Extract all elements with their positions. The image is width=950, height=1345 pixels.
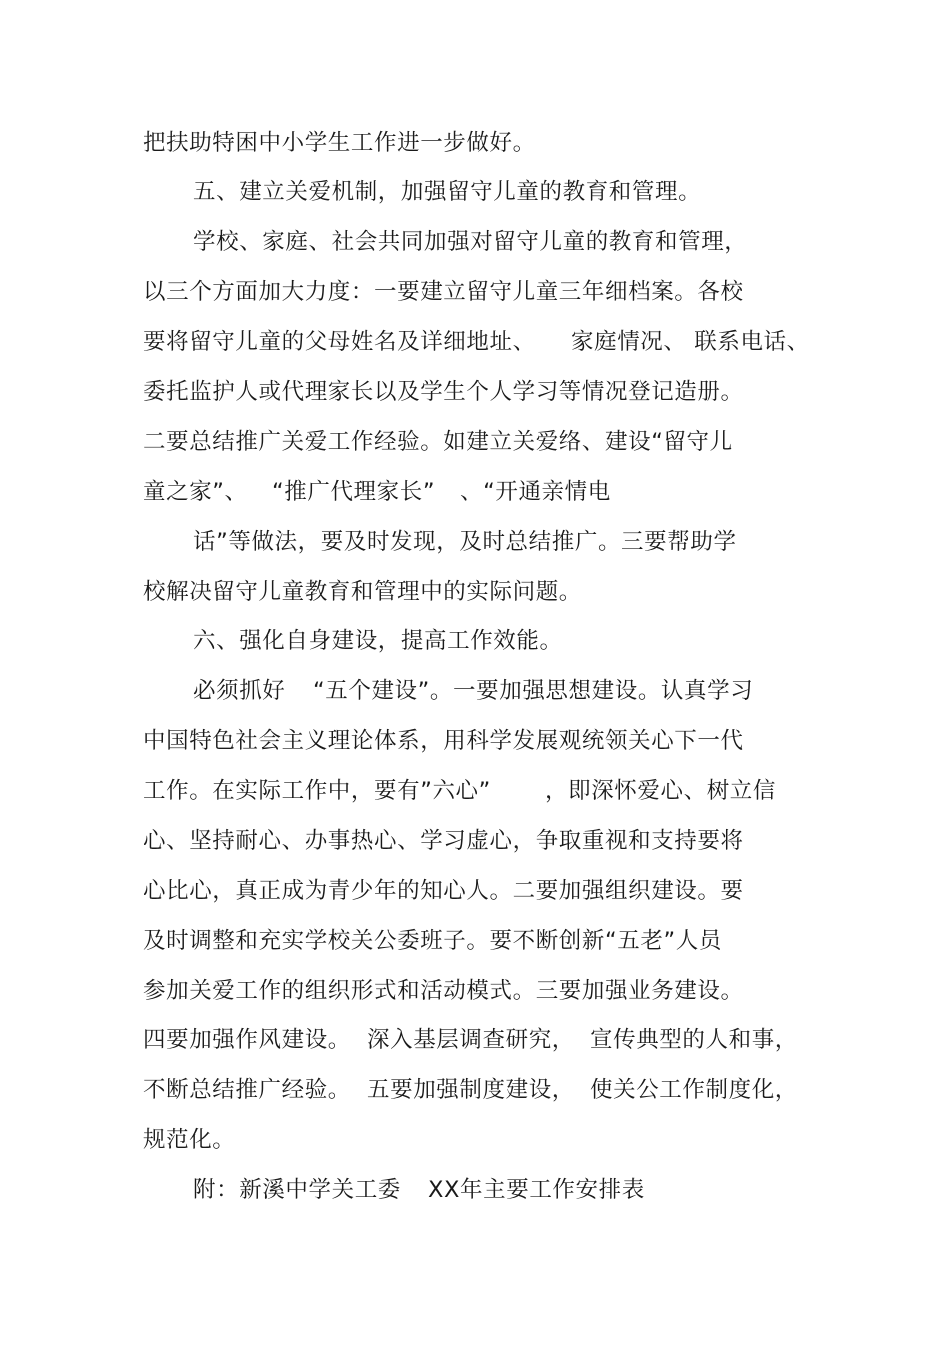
- text-line: 五要加强制度建设，: [367, 1077, 575, 1103]
- text-line: 要将留守儿童的父母姓名及详细地址、: [143, 329, 536, 355]
- text-line: 规范化。: [143, 1127, 236, 1153]
- text-line: 话”等做法，要及时发现，及时总结推广。三要帮助学: [193, 529, 737, 555]
- text-line: 童之家”、: [143, 479, 248, 505]
- attachment-note: 附：新溪中学关工委: [193, 1177, 401, 1203]
- text-line: ，即深怀爱心、树立信: [545, 778, 777, 804]
- text-line: 以三个方面加大力度：一要建立留守儿童三年细档案。各校: [143, 279, 744, 305]
- text-line: 、“开通亲情电: [460, 479, 611, 505]
- text-line: 必须抓好: [193, 678, 286, 704]
- text-line: 校解决留守儿童教育和管理中的实际问题。: [143, 579, 582, 605]
- text-line: “推广代理家长”: [272, 479, 436, 505]
- text-line: 四要加强作风建设。: [143, 1027, 351, 1053]
- text-line: “五个建设”。一要加强思想建设。认真学习: [313, 678, 754, 704]
- text-line: 把扶助特困中小学生工作进一步做好。: [143, 130, 536, 156]
- text-line: 心、坚持耐心、办事热心、学习虚心，争取重视和支持要将: [143, 828, 744, 854]
- section-heading: 五、建立关爱机制，加强留守儿童的教育和管理。: [193, 179, 702, 205]
- text-line: 深入基层调查研究，: [367, 1027, 575, 1053]
- text-line: 学校、家庭、社会共同加强对留守儿童的教育和管理，: [193, 229, 748, 255]
- text-line: 家庭情况、 联系电话、: [571, 329, 810, 355]
- text-line: 二要总结推广关爱工作经验。如建立关爱络、建设“留守儿: [143, 429, 733, 455]
- section-heading: 六、强化自身建设，提高工作效能。: [193, 628, 563, 654]
- text-line: 及时调整和充实学校关公委班子。要不断创新“五老”人员: [143, 928, 722, 954]
- text-line: 心比心，真正成为青少年的知心人。二要加强组织建设。要: [143, 878, 744, 904]
- text-line: 不断总结推广经验。: [143, 1077, 351, 1103]
- text-line: 工作。在实际工作中，要有”六心”: [143, 778, 491, 804]
- text-line: 参加关爱工作的组织形式和活动模式。三要加强业务建设。: [143, 978, 744, 1004]
- text-line: 使关公工作制度化，: [590, 1077, 798, 1103]
- text-line: 委托监护人或代理家长以及学生个人学习等情况登记造册。: [143, 379, 744, 405]
- text-line: 中国特色社会主义理论体系，用科学发展观统领关心下一代: [143, 728, 744, 754]
- attachment-note: XX年主要工作安排表: [428, 1177, 645, 1203]
- text-line: 宣传典型的人和事，: [590, 1027, 798, 1053]
